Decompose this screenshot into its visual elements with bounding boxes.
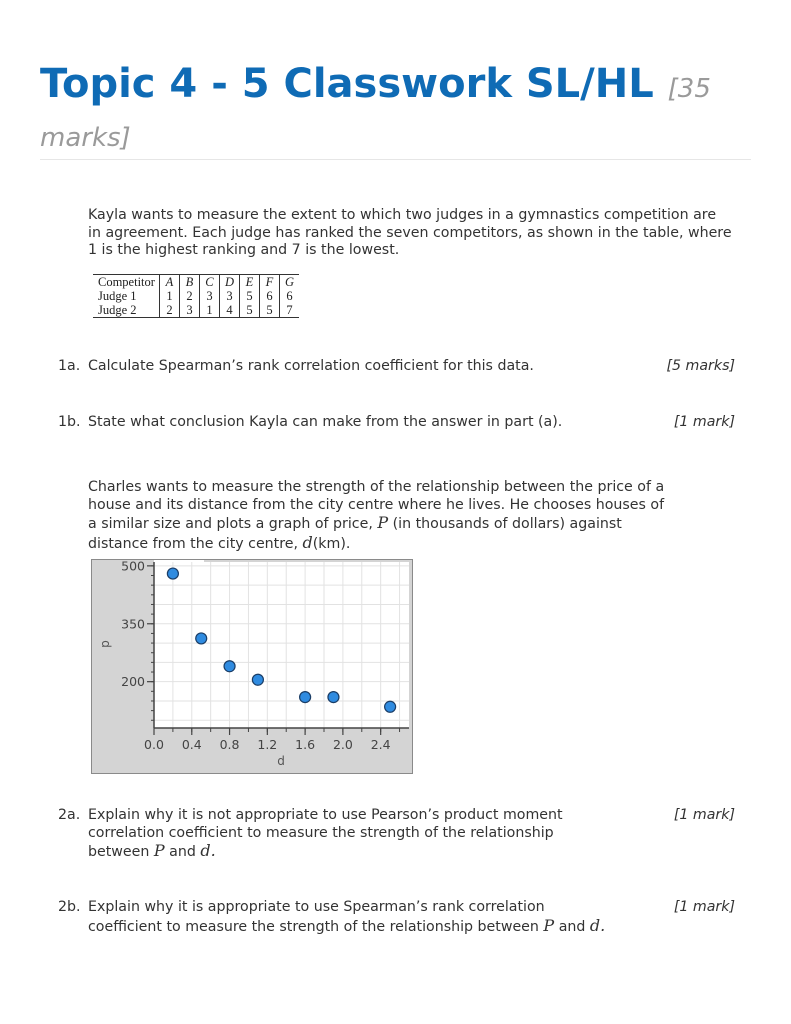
- question-marks: [1 mark]: [673, 807, 735, 823]
- variable-d: d.: [200, 841, 216, 861]
- question-text: Calculate Spearman’s rank correlation coefficient for this data.: [88, 358, 534, 374]
- y-tick-label: 350: [121, 616, 145, 632]
- question-marks: [5 marks]: [666, 358, 735, 374]
- data-point: [224, 661, 235, 672]
- question-marks: [1 mark]: [673, 414, 735, 430]
- variable-d: d.: [589, 915, 606, 935]
- table-cell: 5: [259, 303, 279, 318]
- question-number: 2b.: [58, 899, 81, 915]
- table-cell: Judge 2: [93, 303, 159, 318]
- question-text: [88, 899, 605, 936]
- table-cell: 1: [199, 303, 219, 318]
- question-line: Explain why it is appropriate to use Spearman’s rank correlation: [88, 899, 545, 915]
- variable-p: P: [543, 915, 555, 935]
- intro-text: (km).: [312, 535, 351, 552]
- variable-p: P: [377, 513, 389, 533]
- x-tick-label: 0.8: [219, 737, 240, 752]
- table-cell: 3: [199, 289, 219, 303]
- page-title: [40, 62, 760, 160]
- y-tick-label: 500: [121, 559, 145, 574]
- total-marks: [35 marks]: [40, 74, 711, 153]
- table-cell: 2: [159, 303, 179, 318]
- table-header-cell: D: [219, 275, 239, 290]
- table-cell: 4: [219, 303, 239, 318]
- table-header-cell: Competitor: [93, 275, 159, 290]
- intro-line: [88, 534, 748, 554]
- table-header-row: [93, 275, 299, 290]
- data-point: [300, 692, 311, 703]
- question-text-part: coefficient to measure the strength of the relationship between: [88, 918, 539, 935]
- table-cell: 7: [279, 303, 299, 318]
- table-header-cell: E: [239, 275, 259, 290]
- table-row: [93, 303, 299, 318]
- question-text-part: between: [88, 844, 150, 861]
- question-number: 1a.: [58, 358, 81, 374]
- question-number: 1b.: [58, 414, 81, 430]
- x-tick-label: 0.4: [181, 737, 202, 752]
- question-line: [88, 842, 563, 862]
- table-header-cell: A: [159, 275, 179, 290]
- scatter-chart: [91, 559, 413, 774]
- data-point: [167, 568, 178, 579]
- y-axis-label: p: [98, 640, 112, 648]
- intro-text: (in thousands of dollars) against: [392, 516, 622, 533]
- question-line: Explain why it is not appropriate to use Pearson’s product moment: [88, 807, 563, 823]
- y-tick-label: 200: [121, 674, 145, 690]
- table-cell: 3: [219, 289, 239, 303]
- variable-d: d: [302, 532, 313, 552]
- question-line: correlation coefficient to measure the strength of the relationship: [88, 824, 554, 841]
- data-point: [252, 674, 263, 685]
- table-cell: 5: [239, 289, 259, 303]
- data-point: [196, 633, 207, 644]
- rank-table: [93, 274, 299, 318]
- table-row: [93, 289, 299, 303]
- table-cell: 1: [159, 289, 179, 303]
- x-tick-label: 2.0: [332, 737, 353, 752]
- title-text: Topic 4 - 5 Classwork SL/HL: [40, 61, 654, 107]
- table-cell: Judge 1: [93, 289, 159, 303]
- table-header-cell: F: [259, 275, 279, 290]
- question-line: [88, 917, 605, 937]
- x-tick-label: 1.2: [257, 737, 278, 752]
- table-cell: 3: [179, 303, 199, 318]
- intro-line: [88, 514, 748, 534]
- question-number: 2a.: [58, 807, 81, 823]
- question-text-part: and: [558, 918, 586, 935]
- intro-text: distance from the city centre,: [88, 535, 298, 552]
- intro-kayla: Kayla wants to measure the extent to which two judges in a gymnastics competition are in agreement. Each judge has ranked the seven competitors, as shown in the table, where 1 is the highest ranking and 7 is the lowest.: [88, 207, 732, 259]
- x-tick-label: 0.0: [144, 737, 164, 752]
- intro-text: a similar size and plots a graph of price,: [88, 516, 373, 533]
- x-axis-label: d: [277, 754, 285, 768]
- x-tick-label: 1.6: [295, 737, 316, 752]
- table-cell: 5: [239, 303, 259, 318]
- question-text: State what conclusion Kayla can make from the answer in part (a).: [88, 414, 563, 430]
- table-cell: 2: [179, 289, 199, 303]
- table-header-cell: C: [199, 275, 219, 290]
- intro-charles: [88, 479, 748, 553]
- table-cell: 6: [286, 289, 293, 303]
- question-text: [88, 807, 563, 862]
- table-header-cell: B: [179, 275, 199, 290]
- intro-line: Charles wants to measure the strength of the relationship between the price of a: [88, 479, 665, 495]
- question-marks: [1 mark]: [673, 899, 735, 915]
- title-divider: [40, 159, 751, 160]
- table-header-cell: G: [279, 275, 299, 290]
- variable-p: P: [153, 841, 165, 861]
- intro-line: house and its distance from the city centre where he lives. He chooses houses of: [88, 496, 665, 513]
- question-text-part: and: [169, 844, 196, 861]
- table-cell: 6: [259, 289, 279, 303]
- data-point: [328, 692, 339, 703]
- data-point: [385, 701, 396, 712]
- x-tick-label: 2.4: [370, 737, 391, 752]
